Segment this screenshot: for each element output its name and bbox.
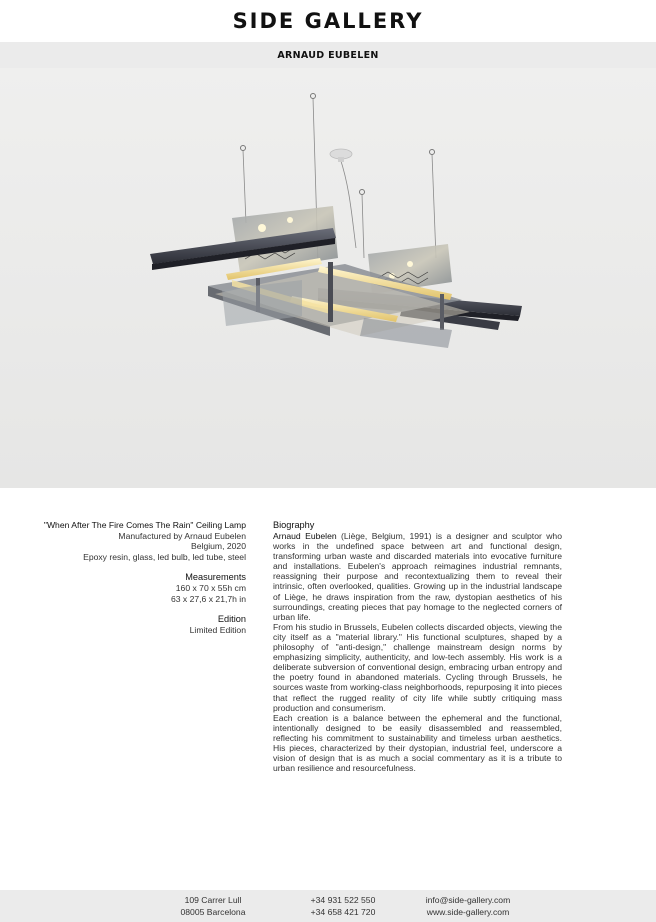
address-line-2: 08005 Barcelona [180,906,246,917]
footer-contact [418,895,518,918]
edition-value: Limited Edition [189,624,246,635]
phone-2[interactable]: +34 658 421 720 [310,906,376,917]
edition [0,614,246,635]
footer [0,890,656,922]
measurements-in: 63 x 27,6 x 21,7h in [170,593,246,604]
footer-address [168,895,258,918]
artist-name: ARNAUD EUBELEN [277,50,379,61]
ceiling-lamp-photo [0,68,656,488]
artwork-title: "When After The Fire Comes The Rain" Ceiling Lamp [43,520,246,530]
ceiling-lamp-illustration [0,68,656,488]
header [0,0,656,42]
biography-paragraph-1 [273,531,562,622]
biography [273,520,562,773]
measurements-cm: 160 x 70 x 55h cm [175,582,246,593]
manufacturer: Manufactured by Arnaud Eubelen [118,530,246,541]
artwork-info [0,520,246,562]
gallery-logo[interactable]: SIDE GALLERY [232,9,424,33]
edition-label: Edition [217,614,246,625]
artist-bar [0,42,656,68]
biography-paragraph-2: From his studio in Brussels, Eubelen collects discarded objects, viewing the city itself as a "material library." His functional sculptures, shaped by a philosophy of "anti-design," challenge mainstream design norms by emphasizing simplicity, authenticity, and low-tech assembly. His work is a deliberate subversion of conventional design, embracing urban entropy and the poetry found in abandoned materials. Cycling through Brussels, he sources waste from working-class neighborhoods, repurposing it into pieces that reflect the rugged reality of city life while subtly critiquing mass production and consumerism. [273,621,562,713]
email-link[interactable]: info@side-gallery.com [425,895,511,905]
measurements [0,572,246,604]
origin: Belgium, 2020 [191,541,246,552]
website-link[interactable]: www.side-gallery.com [426,906,510,917]
materials: Epoxy resin, glass, led bulb, led tube, steel [83,551,246,562]
biography-paragraph-1-text: (Liège, Belgium, 1991) is a designer and sculptor who works in the undefined space between art and functional design, transforming urban waste and discarded materials into evocative furniture and installations. Eubelen's approach reimagines industrial remnants, reassigning their purpose and recontextualizing them to reveal their intrinsic, often overlooked, qualities. Growing up in the industrial landscape of Liège, he draws inspiration from the raw, dystopian aesthetics of his surroundings, creating pieces that pay homage to the neglected corners of urban life. [273,531,562,622]
measurements-label: Measurements [185,572,246,583]
biography-artist-name: Arnaud Eubelen [273,531,337,541]
artwork-details [0,520,246,645]
footer-phones [298,895,388,918]
phone-1[interactable]: +34 931 522 550 [310,895,376,905]
biography-paragraph-3: Each creation is a balance between the ephemeral and the functional, intentionally designed to be easily disassembled and reassembled, reflecting his commitment to sustainability and timeless urban aesthetics. His pieces, characterized by their dystopian, industrial feel, underscore a vision of design that is as much a social commentary as it is a tribute to urban resilience and resourcefulness. [273,712,562,774]
biography-label: Biography [273,520,315,530]
address-line-1: 109 Carrer Lull [184,895,242,905]
